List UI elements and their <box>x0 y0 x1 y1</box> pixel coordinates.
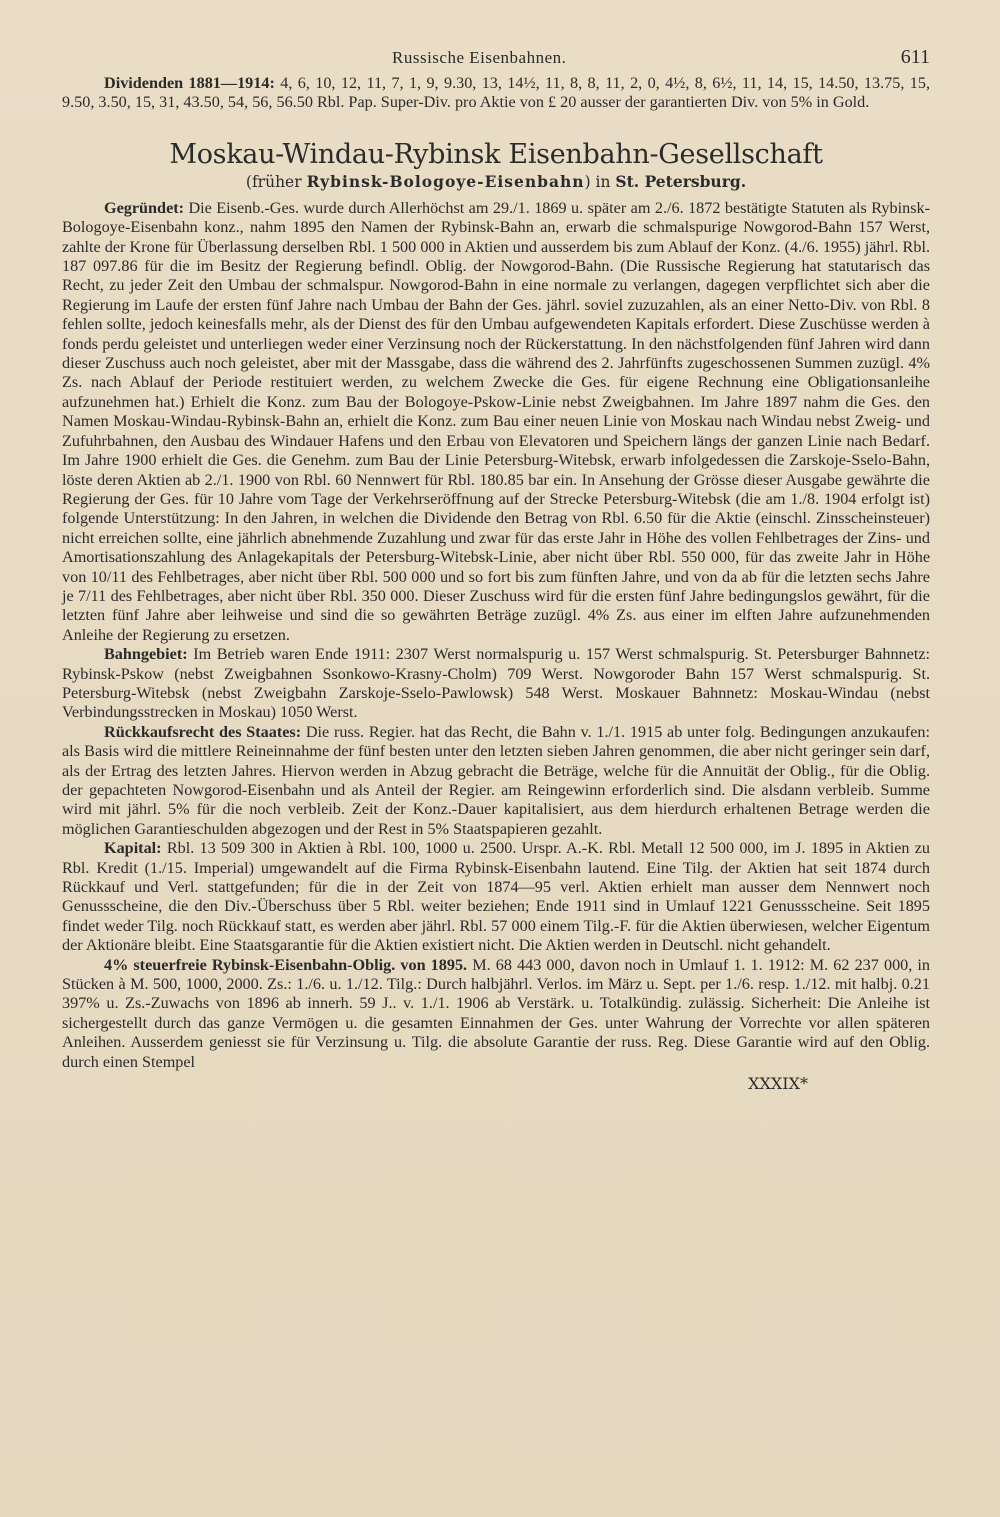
rueckkauf-label: Rückkaufsrecht des Staates: <box>104 722 302 741</box>
gegruendet-paragraph <box>62 199 930 645</box>
oblig-text: M. 68 443 000, davon noch in Umlauf 1. 1. 1912: M. 62 237 000, in Stücken à M. 500, 1000, 2000. Zs.: 1./6. u. 1./12. Tilg.: Durch halbjährl. Verlos. im März u. Sept. per 1./6. resp. 1./12. mit halbj. 0.21 397% u. Zs.-Zuwachs von 1896 ab innerh. 59 J.. v. 1./1. 1906 ab Verstärk. u. Totalkündig. zulässig. Sicherheit: Die Anleihe ist sichergestellt durch das ganze Vermögen u. die gesamten Einnahmen der Ges. unter Wahrung der Vorrechte vor allen späteren Anleihen. Ausserdem geniesst sie für Verzinsung u. Tilg. die absolute Garantie der russ. Reg. Diese Garantie wird auf den Oblig. durch einen Stempel <box>62 955 930 1071</box>
dividends-paragraph <box>62 74 930 113</box>
former-mid: ) in <box>584 172 616 191</box>
oblig-label: 4% steuerfreie Rybinsk-Eisenbahn-Oblig. von 1895. <box>104 955 468 974</box>
bahngebiet-paragraph <box>62 645 930 723</box>
former-city: St. Petersburg. <box>615 171 747 191</box>
former-name: Rybinsk-Bologoye-Eisenbahn <box>306 171 585 191</box>
rueckkauf-paragraph <box>62 723 930 839</box>
running-title: Russische Eisenbahnen. <box>392 48 567 67</box>
kapital-paragraph <box>62 839 930 955</box>
running-header <box>62 44 930 74</box>
company-name: Moskau-Windau-Rybinsk Eisenbahn-Gesellschaft <box>169 138 823 170</box>
rueckkauf-text: Die russ. Regier. hat das Recht, die Bahn v. 1./1. 1915 ab unter folg. Bedingungen anzukaufen: als Basis wird die mittlere Reineinnahme der fünf besten unter den letzten sieben Jahren genommen, die aber nicht geringer sein darf, als der Ertrag des letzten Jahres. Hiervon werden in Abzug gebracht die Beträge, welche für die Annuität der Oblig., für die Oblig. der gepachteten Nowgorod-Eisenbahn und als Anteil der Regier. am Reingewinn erforderlich sind. Die alsdann verbleib. Summe wird mit jährl. 5% für die noch verbleib. Zeit der Konz.-Dauer kapitalisiert, aus dem hierdurch erhaltenen Betrage werden die möglichen Garantieschulden abgezogen und der Rest in 5% Staatspapieren gezahlt. <box>62 722 930 838</box>
gegruendet-label: Gegründet: <box>104 198 185 217</box>
oblig-paragraph <box>62 956 930 1072</box>
signature-mark: XXXIX* <box>748 1074 808 1094</box>
bahngebiet-text: Im Betrieb waren Ende 1911: 2307 Werst normalspurig u. 157 Werst schmalspurig. St. Petersburger Bahnnetz: Rybinsk-Pskow (nebst Zweigbahnen Ssonkowo-Krasny-Cholm) 709 Werst. Nowgoroder Bahn 157 Werst schmalspurig. St. Petersburg-Witebsk (nebst Zweigbahn Zarskoje-Sselo-Pawlowsk) 548 Werst. Moskauer Bahnnetz: Moskau-Windau (nebst Verbindungsstrecken in Moskau) 1050 Werst. <box>62 645 931 722</box>
gegruendet-text: Die Eisenb.-Ges. wurde durch Allerhöchst am 29./1. 1869 u. später am 2./6. 1872 bestätigte Statuten als Rybinsk-Bologoye-Eisenbahn konz., nahm 1895 den Namen der Rybinsk-Bahn an, erwarb die schmalspurige Nowgorod-Bahn 157 Werst, zahlte der Krone für Überlassung derselben Rbl. 1 500 000 in Aktien und ausserdem bis zum Ablauf der Konz. (4./6. 1955) jährl. Rbl. 187 097.86 für die im Besitz der Regierung befindl. Oblig. der Nowgorod-Bahn. (Die Russische Regierung hat statutarisch das Recht, zu jeder Zeit den Umbau der schmalspur. Nowgorod-Bahn in eine normale zu verlangen, dagegen verpflichtet sich aber die Regierung im Laufe der ersten fünf Jahre nach Umbau der Bahn der Ges. jährl. soviel zuzuzahlen, als an einer Netto-Div. von Rbl. 8 fehlen sollte, jedoch keinesfalls mehr, als der Dienst des für den Umbau aufgewendeten Kapitals erfordert. Diese Zuschüsse werden à fonds perdu geleistet und unterliegen weder einer Verzinsung noch der Rückerstattung. In den nächstfolgenden fünf Jahren wird dann dieser Zuschuss auch noch geleistet, aber mit der Massgabe, dass die während des 2. Jahrfünfts zugeschossenen Summen zuzügl. 4% Zs. nach Ablauf der Periode restituiert werden, zu welchem Zwecke die Ges. für eigene Rechnung eine Obligationsanleihe aufzunehmen hat.) Erhielt die Konz. zum Bau der Bologoye-Pskow-Linie nebst Zweigbahnen. Im Jahre 1897 nahm die Ges. den Namen Moskau-Windau-Rybinsk-Bahn an, erhielt die Konz. zum Bau einer neuen Linie von Moskau nach Windau nebst Zweig- und Zufuhrbahnen, den Ausbau des Windauer Hafens und den Erbau von Elevatoren und Speichern längs der ganzen Linie nach Bedarf. Im Jahre 1900 erhielt die Ges. die Genehm. zum Bau der Linie Petersburg-Witebsk, erwarb infolgedessen die Zarskoje-Sselo-Bahn, löste deren Aktien ab 2./1. 1900 von Rbl. 60 Nennwert für Rbl. 180.85 bar ein. In Ansehung der Grösse dieser Ausgabe gewährte die Regierung der Ges. für 10 Jahre vom Tage der Verkehrseröffnung auf der Strecke Petersburg-Witebsk (die am 1./8. 1904 erfolgt ist) folgende Unterstützung: In den Jahren, in welchen die Dividende den Betrag von Rbl. 6.50 für die Aktie (einschl. Zinsscheinsteuer) nicht erreichen sollte, eine jährlich abnehmende Zuzahlung und zwar für das erste Jahr in Höhe des vollen Fehlbetrages der Zins- und Amortisationszahlung des Anlagekapitals der Petersburg-Witebsk-Linie, aber nicht über Rbl. 550 000, für das zweite Jahr in Höhe von 10/11 des Fehlbetrages, aber nicht über Rbl. 500 000 und so fort bis zum fünften Jahre, und von da ab für die letzten sechs Jahre je 7/11 des Fehlbetrages, aber nicht über Rbl. 350 000. Dieser Zuschuss wird für die ersten fünf Jahre bedingungslos gewährt, für die letzten fünf Jahre aber leihweise und sind die so gewährten Beträge zuzügl. 4% Zs. aus einer im elften Jahre aufzunehmenden Anleihe der Regierung zu ersetzen. <box>62 198 930 644</box>
former-name-line <box>62 172 930 191</box>
bahngebiet-label: Bahngebiet: <box>104 645 188 664</box>
page-number: 611 <box>900 46 930 68</box>
former-pre: (früher <box>245 172 307 191</box>
dividends-text: 4, 6, 10, 12, 11, 7, 1, 9, 9.30, 13, 14½, 11, 8, 8, 11, 2, 0, 4½, 8, 6½, 11, 14, 15, 14.50, 13.75, 15, 9.50, 3.50, 15, 31, 43.50, 54, 56, 56.50 Rbl. Pap. Super-Div. pro Aktie von £ 20 ausser der garantierten Div. von 5% in Gold. <box>62 74 930 112</box>
kapital-text: Rbl. 13 509 300 in Aktien à Rbl. 100, 1000 u. 2500. Urspr. A.-K. Rbl. Metall 12 500 000, im J. 1895 in Aktien zu Rbl. Kredit (1./15. Imperial) umgewandelt auf die Firma Rybinsk-Eisenbahn lautend. Eine Tilg. der Aktien hat seit 1874 durch Rückkauf und Verl. stattgefunden; für die in der Zeit von 1874—95 verl. Aktien erhielt man ausser dem Nennwert noch Genussscheine, die den Div.-Überschuss über 5 Rbl. weiter beziehen; Ende 1911 sind in Umlauf 1221 Genussscheine. Seit 1895 findet weder Tilg. noch Rückkauf statt, es werden aber jährl. Rbl. 57 000 einem Tilg.-F. für die Aktien überwiesen, welcher Eigentum der Aktionäre bleibt. Eine Staatsgarantie für die Aktien existiert nicht. Die Aktien werden in Deutschl. nicht gehandelt. <box>62 839 931 955</box>
kapital-label: Kapital: <box>104 839 162 858</box>
dividends-label: Dividenden 1881—1914: <box>104 74 275 92</box>
